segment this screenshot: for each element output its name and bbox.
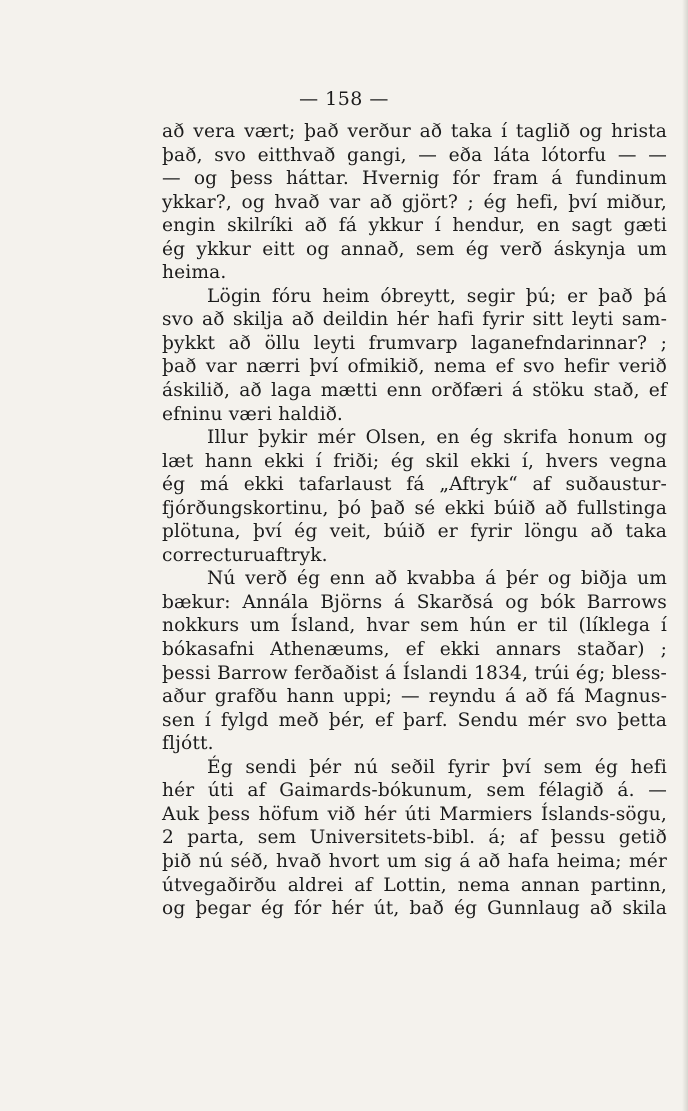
text-line: heima. — [162, 262, 227, 284]
text-line: Auk þess höfum við hér úti Marmiers Íslands-sögu, — [162, 803, 667, 825]
text-line: þykkt að öllu leyti frumvarp laganefndarinnar? ; — [162, 332, 667, 354]
text-line: correcturuaftryk. — [162, 544, 328, 566]
text-line: nokkurs um Ísland, hvar sem hún er til (líklega í — [162, 615, 667, 637]
text-line: þið nú séð, hvað hvort um sig á að hafa heima; mér — [162, 850, 667, 872]
text-line: Illur þykir mér Olsen, en ég skrifa honum og — [207, 427, 667, 449]
text-line: Nú verð ég enn að kvabba á þér og biðja um — [207, 568, 667, 590]
text-line: að vera vært; það verður að taka í taglið og hrista — [162, 121, 667, 142]
text-line: þessi Barrow ferðaðist á Íslandi 1834, trúi ég; bless- — [162, 662, 667, 684]
text-line: bækur: Annála Björns á Skarðsá og bók Barrows — [162, 591, 667, 613]
text-line: efninu væri haldið. — [162, 403, 343, 425]
text-line: bókasafni Athenæums, ef ekki annars staðar) ; — [162, 639, 667, 661]
text-line: hér úti af Gaimards-bókunum, sem félagið á. — — [162, 780, 667, 802]
text-line: ykkar?, og hvað var að gjört? ; ég hefi, því miður, — [162, 191, 667, 213]
text-line: ég ykkur eitt og annað, sem ég verð áskynja um — [162, 238, 667, 260]
text-line: fjórðungskortinu, þó það sé ekki búið að fullstinga — [162, 497, 667, 519]
text-line: ég má ekki tafarlaust fá „Aftryk“ af suðaustur- — [162, 474, 667, 496]
text-line: fljótt. — [162, 733, 214, 755]
text-line: Ég sendi þér nú seðil fyrir því sem ég hefi — [207, 756, 667, 778]
text-line: Lögin fóru heim óbreytt, segir þú; er það þá — [207, 285, 667, 307]
text-line: og þegar ég fór hér út, bað ég Gunnlaug að skila — [162, 898, 667, 920]
text-line: — og þess háttar. Hvernig fór fram á fundinum — [162, 168, 667, 190]
text-line: útvegaðirðu aldrei af Lottin, nema annan partinn, — [162, 874, 667, 896]
text-line: áskilið, að laga mætti enn orðfæri á stöku stað, ef — [162, 380, 667, 402]
text-line: engin skilríki að fá ykkur í hendur, en sagt gæti — [162, 215, 667, 237]
body-text — [162, 120, 667, 921]
text-line: læt hann ekki í friði; ég skil ekki í, hvers vegna — [162, 450, 667, 472]
text-line: aður grafðu hann uppi; — reyndu á að fá Magnus- — [162, 686, 667, 708]
text-line: svo að skilja að deildin hér hafi fyrir sitt leyti sam- — [162, 309, 667, 331]
text-line: plötuna, því ég veit, búið er fyrir löngu að taka — [162, 521, 667, 543]
text-line: 2 parta, sem Universitets-bibl. á; af þessu getið — [162, 827, 667, 849]
page-edge — [682, 0, 688, 1111]
text-line: það, svo eitthvað gangi, — eða láta lótorfu — — — [162, 144, 667, 166]
text-line: það var nærri því ofmikið, nema ef svo hefir verið — [162, 356, 667, 378]
text-line: sen í fylgd með þér, ef þarf. Sendu mér svo þetta — [162, 709, 667, 731]
page-number: — 158 — — [299, 88, 389, 110]
